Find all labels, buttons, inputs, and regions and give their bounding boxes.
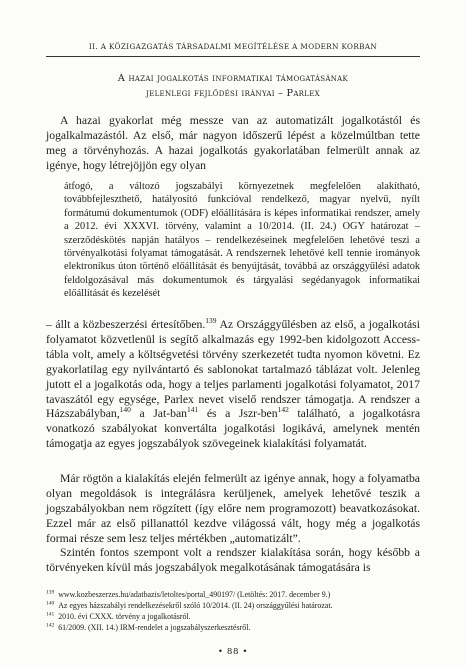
section-title-line-2: jelenlegi fejlődési irányai – Parlex: [146, 88, 320, 99]
footnote-140: [46, 601, 420, 612]
paragraph-parlex: [46, 318, 420, 452]
footnote-number: 142: [46, 622, 55, 629]
paragraph-parlex-text-1: – állt a közbeszerzési értesítőben.: [46, 318, 206, 331]
running-head: II. A KÖZIGAZGATÁS TÁRSADALMI MEGÍTÉLÉSE A MODERN KORBAN: [88, 42, 378, 51]
header-rule: [46, 56, 420, 57]
footnote-text: 61/2009. (XII. 14.) IRM-rendelet a jogszabályszerkesztésről.: [58, 622, 251, 632]
paragraph-scope: Szintén fontos szempont volt a rendszer kialakítása során, hogy később a törvényeken kívül más jogszabályok megalkotásának támogatására is: [46, 546, 420, 574]
block-quote: átfogó, a változó jogszabályi környezetnek megfelelően alakítható, továbbfejleszthető, hatályosító funkcióval rendelkező, magyar nyelvű, nyílt formátumú dokumentumok (ODF) előállítására is képes informatikai rendszer, amely a 2012. évi XXXVI. törvény, valamint a 10/2014. (II. 24.) OGY határozat – szerződéskötés napján hatályos – rendelkezéseinek megfelelően lehetővé teszi a törvényalkotási folyamat támogatását. A rendszernek lehetővé kell tennie irományok elektronikus úton történő előállítását és benyújtását, továbbá az országgyűlési adatok feldolgozásával más dokumentumok és tárgyalási segédanyagok informatikai előállítását és kezelését: [64, 181, 420, 300]
footnote-ref-142[interactable]: 142: [277, 405, 289, 415]
paragraph-parlex-text-5: található, a jogalkotásra vonatkozó szabályokat konvertálta jogalkotási logikává, amelynek mentén támogatja az egyes jogszabályok szövegeinek kialakítási folyamatát.: [46, 407, 421, 451]
footnote-ref-140[interactable]: 140: [119, 405, 131, 415]
section-title: [46, 71, 420, 101]
footnote-number: 139: [46, 589, 55, 596]
footnote-141: [46, 612, 420, 623]
footnote-ref-139[interactable]: 139: [205, 316, 217, 326]
paragraph-parlex-text-2: Az Országgyűlésben az első, a jogalkotási folyamatot közvetlenül is segítő alkalmazás egy 1992-ben kidolgozott Access-tábla volt, amely a költségvetési törvény szerkezetét tudta nyomon követni. Ez gyakorlatilag egy nyilvántartó és sablonokat tartalmazó táblázat volt. Jelenleg jutott el a jogalkotás oda, hogy a teljes parlamenti jogalkotási folyamatot, 2017 tavaszától egy egysége, Parlex nevet viselő rendszer támogatja. A rendszer a Házszabályban,: [46, 318, 420, 421]
footnote-142: [46, 623, 420, 634]
footnote-text: www.kozbeszerzes.hu/adatbazis/letoltes/portal_490197/ (Letöltés: 2017. december 9.): [58, 590, 331, 599]
section-title-line-1: A hazai jogalkotás informatikai támogatásának: [117, 73, 349, 84]
paragraph-intro: A hazai gyakorlat még messze van az automatizált jogalkotástól és jogalkalmazástól. Az első, már nagyon időszerű lépést a közelmúltban tette meg a törvényhozás. A hazai jogalkotás gyakorlatában felmerült annak az igénye, hogy létrejöjjön egy olyan: [46, 114, 420, 172]
footnote-number: 140: [46, 600, 55, 607]
page-number: • 88 •: [217, 647, 249, 657]
paragraph-parlex-text-3: a Jat-ban: [130, 407, 187, 421]
footnotes: [46, 590, 420, 634]
footnote-text: 2010. évi CXXX. törvény a jogalkotásról.: [58, 611, 191, 621]
paragraph-parlex-text-4: és a Jszr-ben: [198, 407, 278, 421]
footnote-ref-141[interactable]: 141: [187, 405, 199, 415]
footnote-139: [46, 590, 420, 601]
paragraph-integration: Már rögtön a kialakítás elején felmerült az igénye annak, hogy a folyamatba olyan megoldások is integrálásra kerüljenek, amelyek lehetővé teszik a jogszabályokban nem rögzített (így előre nem programozott) beavatkozásokat. Ezzel már az első pillanattól kezdve világossá vált, hogy még a jogalkotás formai része sem lesz teljes mértékben „automatizált”.: [46, 472, 420, 545]
footnote-number: 141: [46, 611, 55, 618]
footnote-text: Az egyes házszabályi rendelkezésekről szóló 10/2014. (II. 24) országgyűlési határozat.: [58, 600, 333, 610]
